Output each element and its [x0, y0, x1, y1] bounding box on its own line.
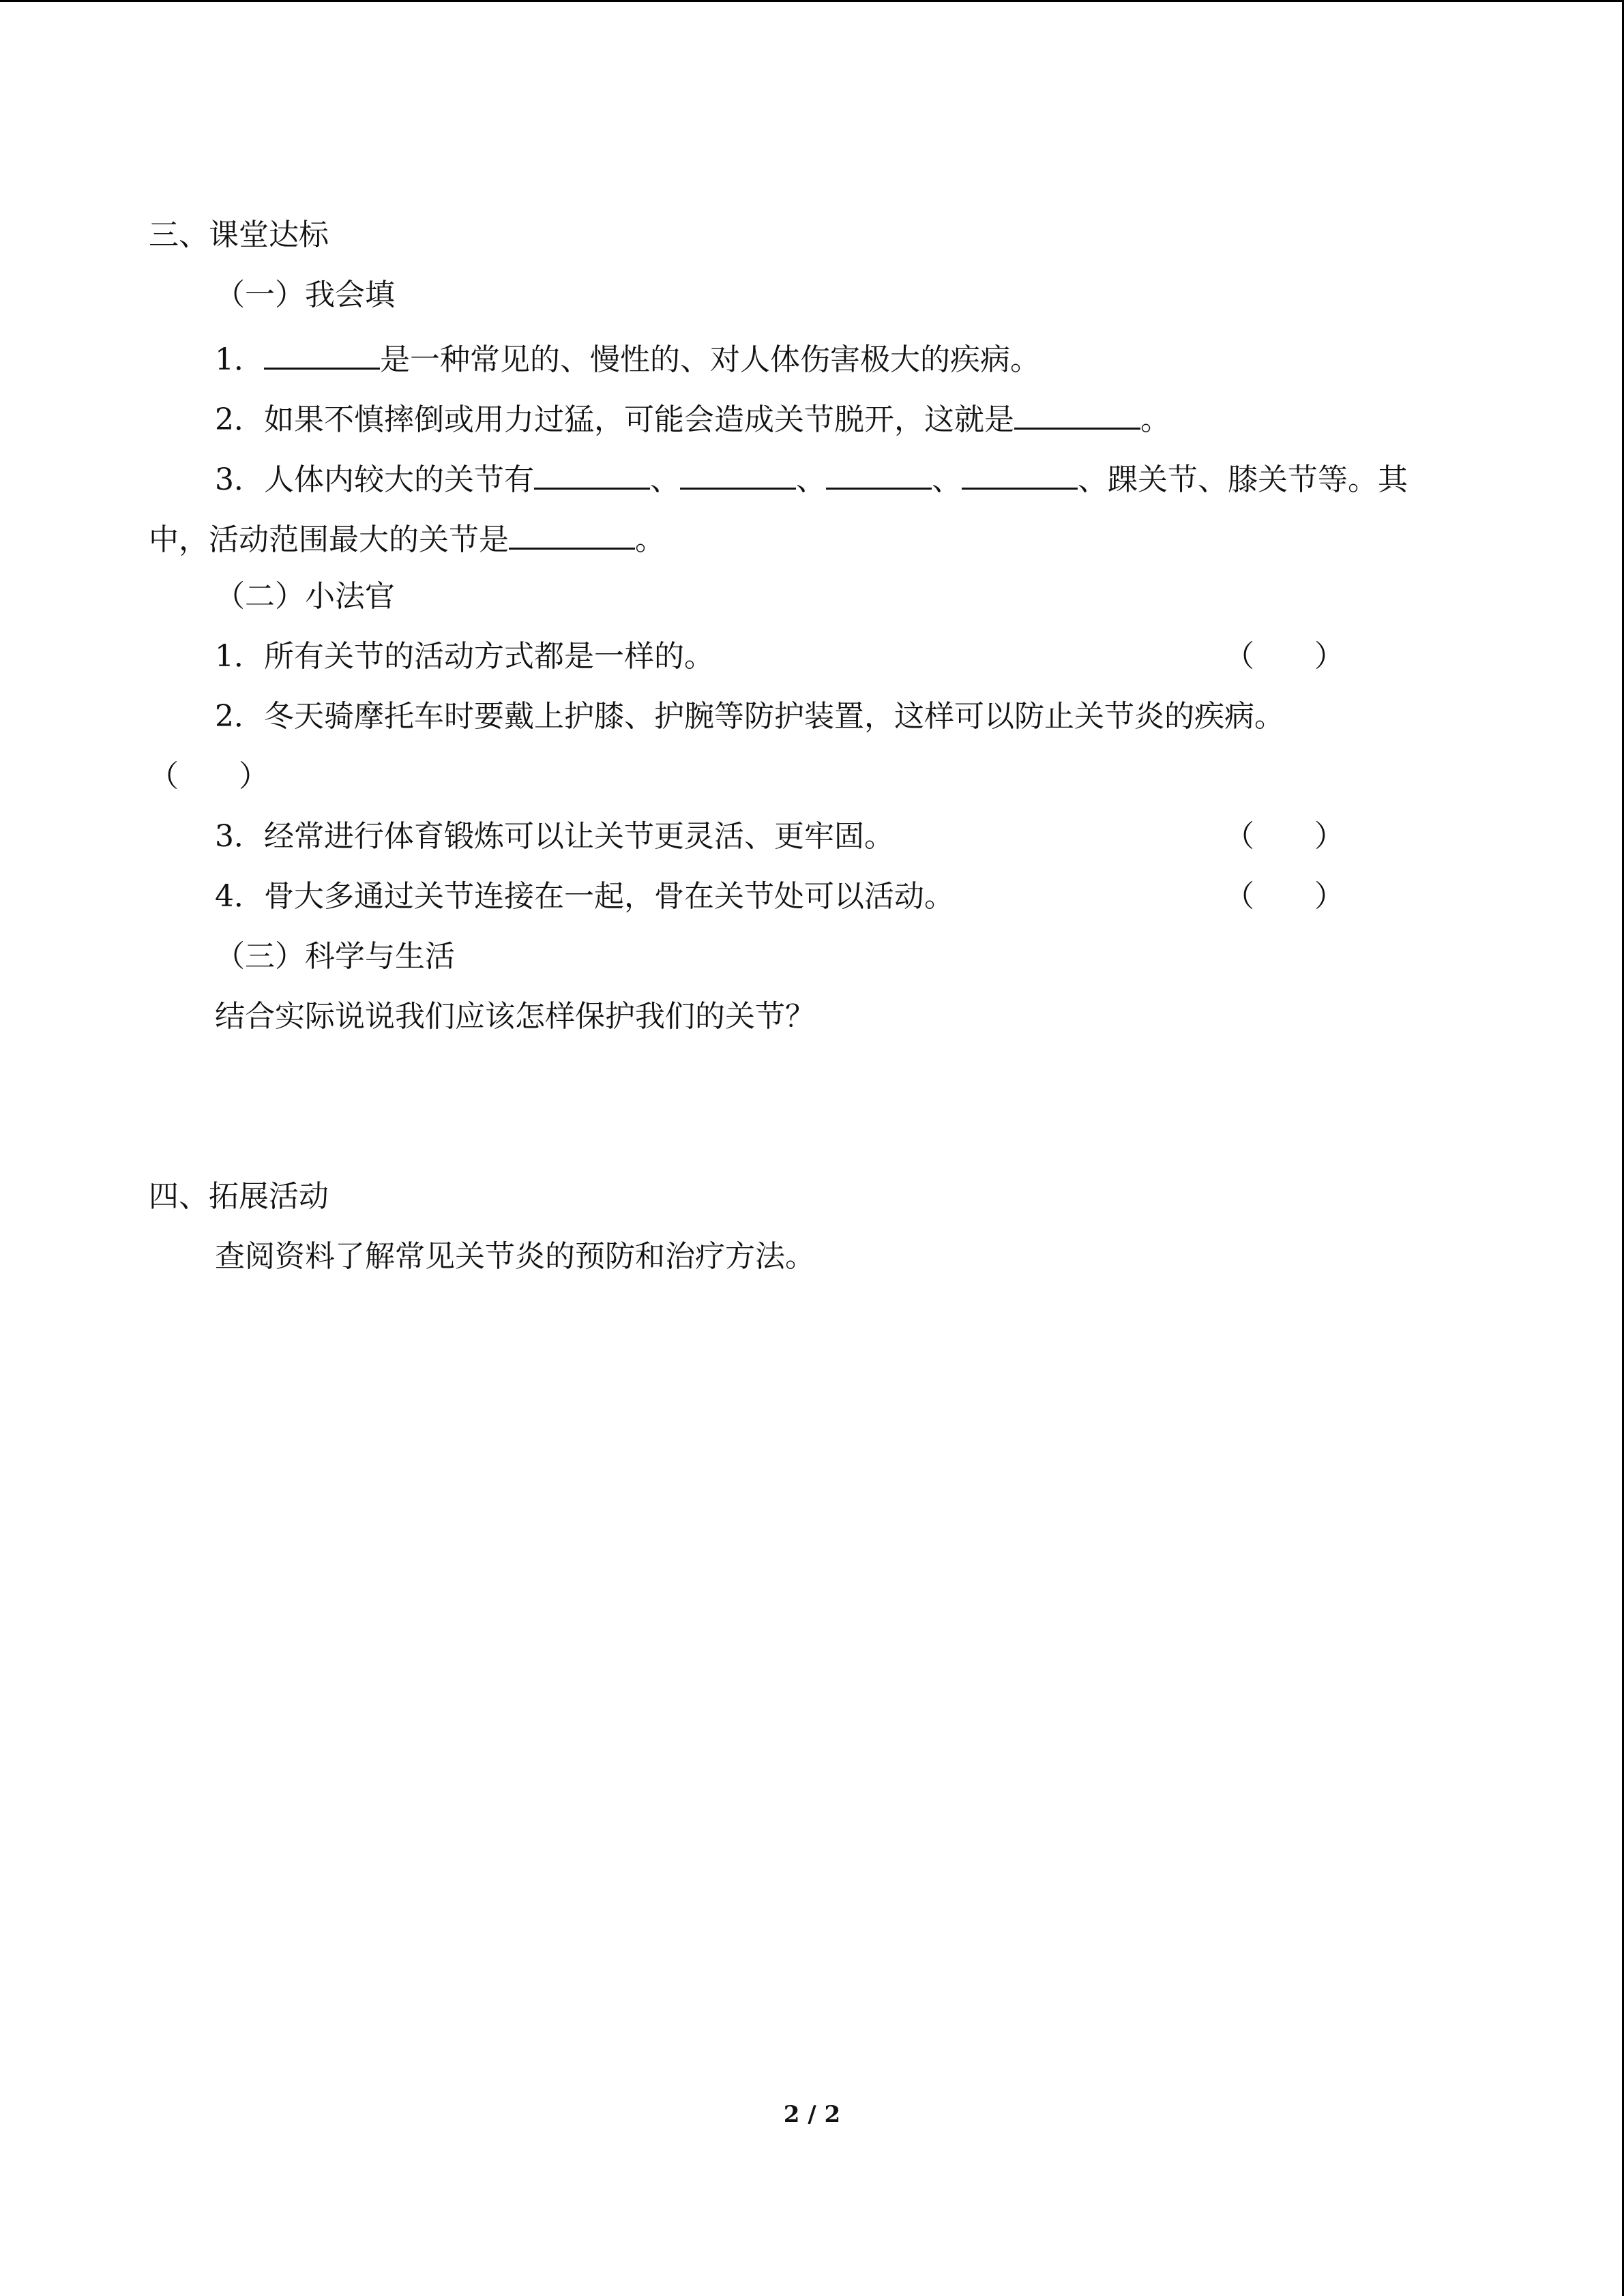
judge-answer-box[interactable]: （ ）: [1224, 639, 1344, 674]
question-text: 中，活动范围最大的关节是: [149, 522, 509, 557]
judge-question-1: 1．所有关节的活动方式都是一样的。: [215, 639, 714, 674]
answer-blank[interactable]: [264, 336, 380, 370]
judge-question-2: 2．冬天骑摩托车时要戴上护膝、护腕等防护装置，这样可以防止关节炎的疾病。: [215, 699, 1284, 734]
question-text: 人体内较大的关节有: [264, 462, 534, 497]
fill-question-3-continued: [149, 516, 665, 561]
extension-activity-text: 查阅资料了解常见关节炎的预防和治疗方法。: [215, 1239, 815, 1274]
part-2-title: （二）小法官: [215, 579, 395, 614]
judge-question-4: 4．骨大多通过关节连接在一起，骨在关节处可以活动。: [215, 879, 954, 914]
answer-blank[interactable]: [826, 456, 932, 490]
part-3-title: （三）科学与生活: [215, 939, 455, 974]
page-border-top: [0, 0, 1624, 2]
answer-blank[interactable]: [680, 456, 796, 490]
separator: 、: [796, 462, 826, 497]
fill-question-1: [215, 336, 1040, 381]
answer-blank[interactable]: [1014, 396, 1140, 430]
question-text: 是一种常见的、慢性的、对人体伤害极大的疾病。: [380, 342, 1040, 377]
answer-blank[interactable]: [534, 456, 650, 490]
fill-question-2: [215, 396, 1170, 441]
question-text-end: 。: [635, 522, 665, 557]
judge-question-3: 3．经常进行体育锻炼可以让关节更灵活、更牢固。: [215, 819, 894, 854]
question-number: 2．: [215, 402, 264, 437]
judge-answer-box[interactable]: （ ）: [1224, 879, 1344, 914]
page-number: 2 / 2: [783, 2101, 841, 2128]
part-1-title: （一）我会填: [215, 278, 395, 312]
fill-question-3: [215, 456, 1408, 501]
answer-blank[interactable]: [962, 456, 1078, 490]
separator: 、: [932, 462, 962, 497]
judge-answer-box[interactable]: （ ）: [149, 759, 269, 794]
answer-blank[interactable]: [509, 516, 635, 550]
judge-answer-box[interactable]: （ ）: [1224, 819, 1344, 854]
question-number: 1．: [215, 342, 264, 377]
question-text-end: 、踝关节、膝关节等。其: [1078, 462, 1408, 497]
question-number: 3．: [215, 462, 264, 497]
separator: 、: [650, 462, 680, 497]
section-3-title: 三、课堂达标: [149, 218, 329, 252]
section-4-title: 四、拓展活动: [149, 1179, 329, 1214]
question-text-end: 。: [1140, 402, 1170, 437]
life-question: 结合实际说说我们应该怎样保护我们的关节？: [215, 999, 815, 1034]
question-text: 如果不慎摔倒或用力过猛，可能会造成关节脱开，这就是: [264, 402, 1014, 437]
